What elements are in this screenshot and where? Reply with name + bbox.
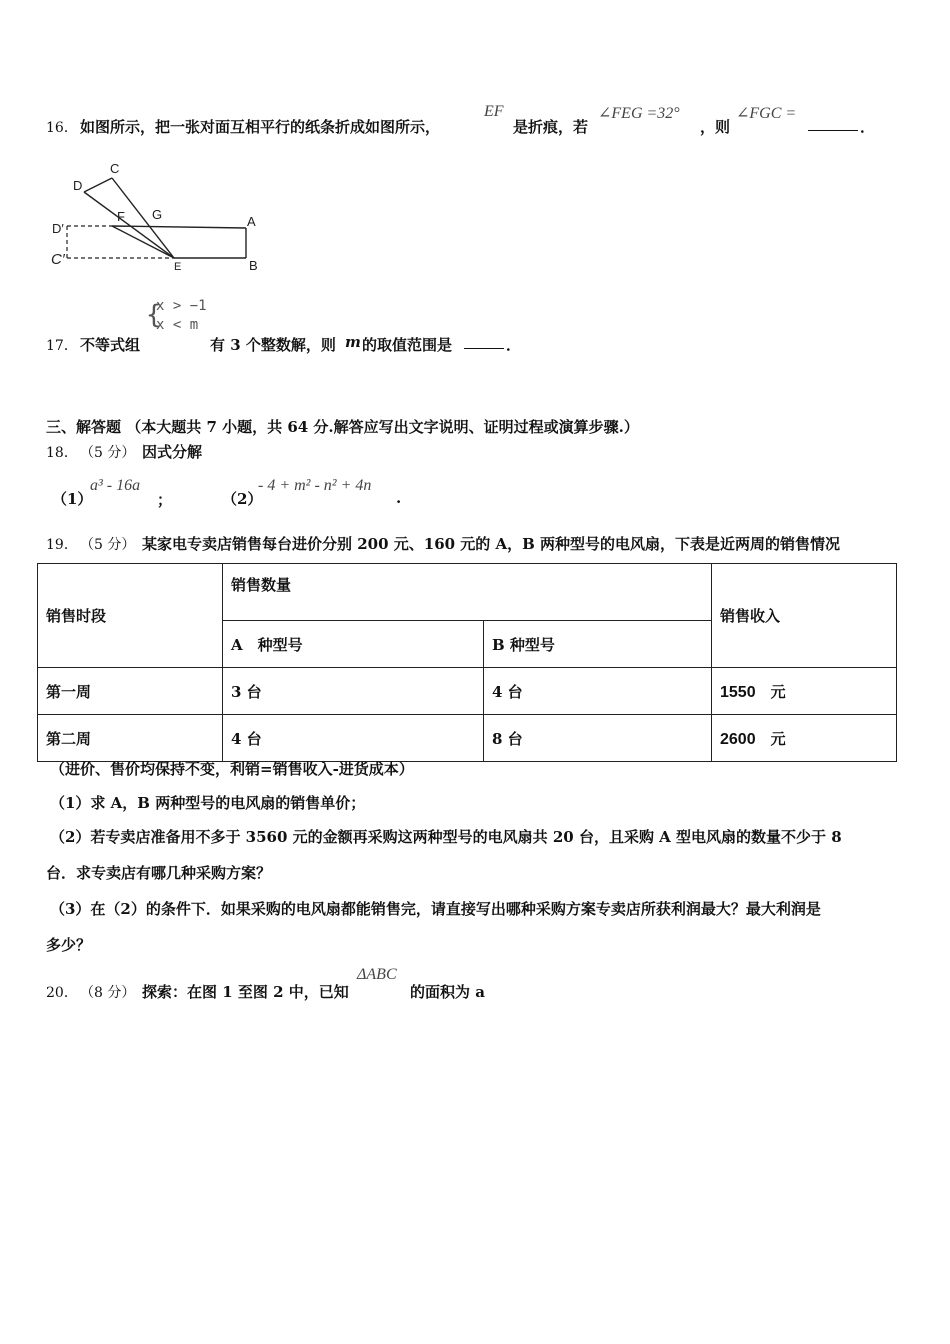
q17-ineq-1: x > −1 bbox=[156, 298, 207, 314]
cell-income bbox=[712, 715, 897, 762]
label-g: G bbox=[152, 207, 163, 222]
header-type-b: B 种型号 bbox=[484, 621, 712, 668]
q19-text: 某家电专卖店销售每台进价分别 200 元、160 元的 A，B 两种型号的电风扇，下表是近两周的销售情况 bbox=[142, 535, 841, 553]
q20-number: 20． bbox=[46, 985, 78, 1001]
q17-answer-blank bbox=[464, 332, 504, 349]
sales-table bbox=[37, 563, 897, 762]
label-a: A bbox=[247, 214, 256, 229]
q16-fold-figure bbox=[44, 158, 274, 278]
cell-period: 第二周 bbox=[38, 715, 223, 762]
q18-expression-2: - 4 + m² - n² + 4n bbox=[258, 477, 372, 494]
q16-text-3: ，则 bbox=[700, 118, 731, 136]
cell-qty-b: 8 台 bbox=[484, 715, 712, 762]
q20-text-2: 的面积为 a bbox=[410, 983, 485, 1001]
q19-sub-2-line-2: 台．求专卖店有哪几种采购方案？ bbox=[46, 864, 272, 882]
header-type-a: A 种型号 bbox=[223, 621, 484, 668]
section-3-heading: 三、解答题 （本大题共 7 小题，共 64 分.解答应写出文字说明、证明过程或演算步骤.） bbox=[46, 418, 639, 436]
q18-end: . bbox=[396, 489, 402, 507]
q18-number: 18． bbox=[46, 445, 78, 461]
table-row bbox=[38, 668, 897, 715]
label-c-prime: C′ bbox=[51, 251, 65, 268]
q17-text-3: 的取值范围是 bbox=[362, 336, 453, 354]
income-unit: 元 bbox=[770, 729, 786, 748]
header-quantity: 销售数量 bbox=[223, 564, 712, 621]
q18-separator: ； bbox=[157, 491, 173, 509]
q18-expression-1: a³ - 16a bbox=[90, 477, 141, 494]
q16-math-ef: EF bbox=[484, 103, 504, 120]
q19-score: （5 分） bbox=[80, 537, 136, 553]
q17-inequality-system bbox=[146, 298, 208, 336]
label-c: C bbox=[110, 161, 120, 176]
q19-number: 19． bbox=[46, 537, 78, 553]
q20-text-1: 探索：在图 1 至图 2 中，已知 bbox=[142, 983, 349, 1001]
q17-end: ． bbox=[506, 336, 522, 354]
table-row bbox=[38, 715, 897, 762]
q16-math-feg: ∠FEG =32° bbox=[598, 105, 680, 122]
q16-end: ． bbox=[860, 118, 876, 136]
cell-qty-a: 4 台 bbox=[223, 715, 484, 762]
q16-text-1: 如图所示，把一张对面互相平行的纸条折成如图所示， bbox=[80, 118, 441, 136]
q16-text-2: 是折痕，若 bbox=[513, 118, 589, 136]
q17-text-2: 有 3 个整数解，则 bbox=[210, 336, 336, 354]
label-d: D bbox=[73, 178, 83, 193]
q19-sub-3-line-1: （3）在（2）的条件下．如果采购的电风扇都能销售完，请直接写出哪种采购方案专卖店所获利润最大？最大利润是 bbox=[50, 900, 821, 918]
q20-math-abc: ΔABC bbox=[357, 966, 397, 983]
cell-income bbox=[712, 668, 897, 715]
header-income: 销售收入 bbox=[712, 564, 897, 668]
label-b: B bbox=[249, 258, 258, 273]
q17-text-1: 不等式组 bbox=[80, 336, 141, 354]
table-row bbox=[38, 564, 897, 621]
q19-sub-2-line-1: （2）若专卖店准备用不多于 3560 元的金额再采购这两种型号的电风扇共 20 台，且采购 A 型电风扇的数量不少于 8 bbox=[50, 828, 842, 846]
header-period: 销售时段 bbox=[38, 564, 223, 668]
q16-answer-blank bbox=[808, 114, 858, 131]
q17-brace: { bbox=[146, 300, 162, 330]
label-f: F bbox=[117, 209, 125, 224]
income-unit: 元 bbox=[770, 682, 786, 701]
q17-ineq-2: x < m bbox=[156, 317, 199, 333]
q18-part-1-label: （1） bbox=[52, 490, 93, 508]
income-value: 2600 bbox=[720, 730, 756, 748]
cell-qty-a: 3 台 bbox=[223, 668, 484, 715]
q18-score: （5 分） bbox=[80, 445, 136, 461]
q18-part-2-label: （2） bbox=[222, 490, 263, 508]
q17-number: 17． bbox=[46, 338, 78, 354]
q19-sub-3-line-2: 多少？ bbox=[46, 936, 92, 954]
cell-period: 第一周 bbox=[38, 668, 223, 715]
q19-sub-1: （1）求 A，B 两种型号的电风扇的销售单价； bbox=[50, 794, 366, 812]
q16-math-fgc: ∠FGC = bbox=[736, 105, 797, 122]
income-value: 1550 bbox=[720, 683, 756, 701]
q18-title: 因式分解 bbox=[142, 443, 203, 461]
q17-math-m: m bbox=[345, 333, 361, 351]
cell-qty-b: 4 台 bbox=[484, 668, 712, 715]
label-e: E bbox=[174, 261, 182, 273]
q19-note: （进价、售价均保持不变，利销=销售收入-进货成本） bbox=[50, 760, 414, 778]
label-d-prime: D′ bbox=[52, 221, 64, 236]
q20-score: （8 分） bbox=[80, 985, 136, 1001]
q16-number: 16． bbox=[46, 120, 78, 136]
